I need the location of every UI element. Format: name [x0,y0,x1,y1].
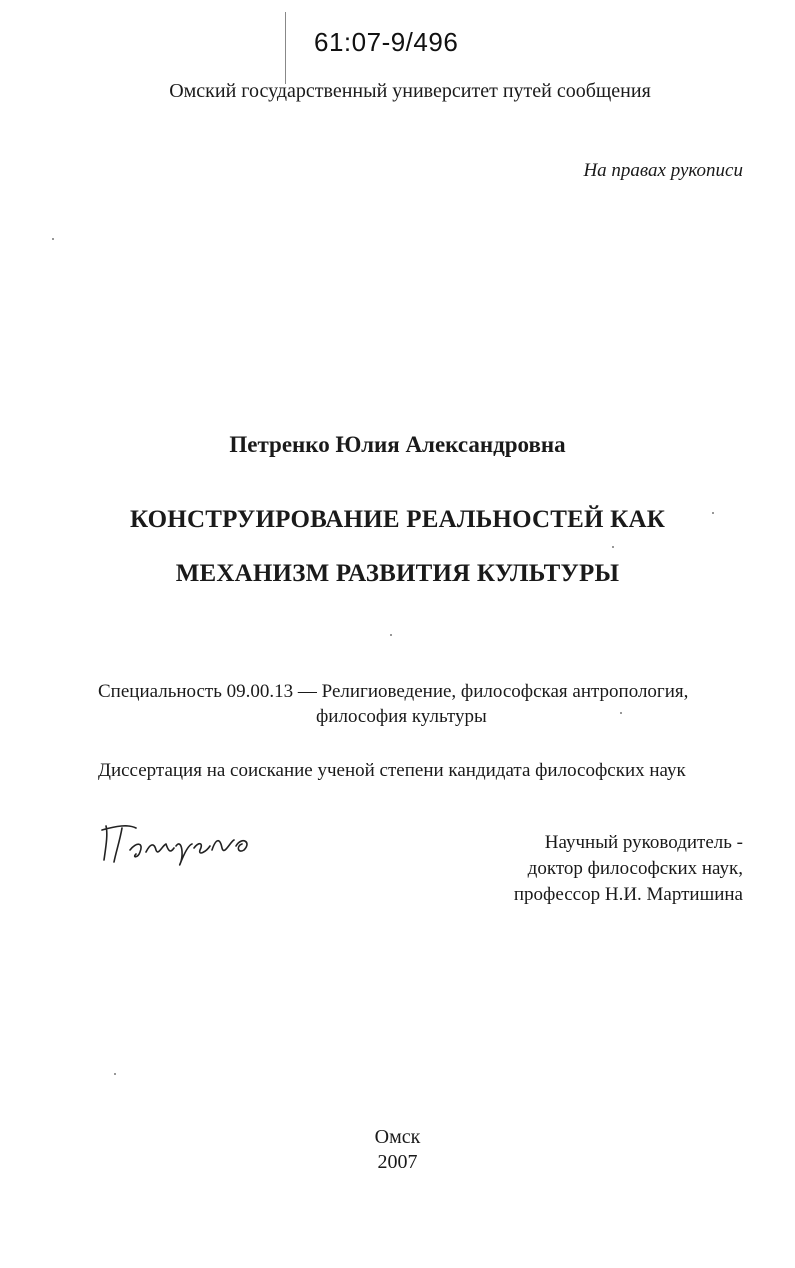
manuscript-note: На правах рукописи [583,160,743,181]
scan-speck [712,512,714,514]
advisor-line-3: профессор Н.И. Мартишина [513,884,743,905]
scan-speck [114,1073,116,1075]
specialty-line-1: Специальность 09.00.13 — Религиоведение, философская антропология, [98,681,689,702]
author-name: Петренко Юлия Александровна [229,432,566,457]
archive-code-stamp: 61:07-9/496 [314,27,459,57]
scan-speck [612,546,614,548]
title-line-1: КОНСТРУИРОВАНИЕ РЕАЛЬНОСТЕЙ КАК [129,506,666,533]
specialty-line-2: философия культуры [316,706,487,727]
scan-speck [620,712,622,714]
scan-speck [390,634,392,636]
city: Омск [374,1126,421,1148]
advisor-line-2: доктор философских наук, [527,858,743,879]
advisor-line-1: Научный руководитель - [544,832,743,853]
title-line-2: МЕХАНИЗМ РАЗВИТИЯ КУЛЬТУРЫ [175,560,620,587]
scientific-advisor [514,830,743,908]
author-signature [96,816,256,876]
year: 2007 [377,1151,418,1173]
scan-artifact-line [285,12,286,84]
university-name: Омский государственный университет путей сообщения [169,80,651,102]
scan-speck [52,238,54,240]
dissertation-note: Диссертация на соискание ученой степени кандидата философских наук [98,760,686,781]
